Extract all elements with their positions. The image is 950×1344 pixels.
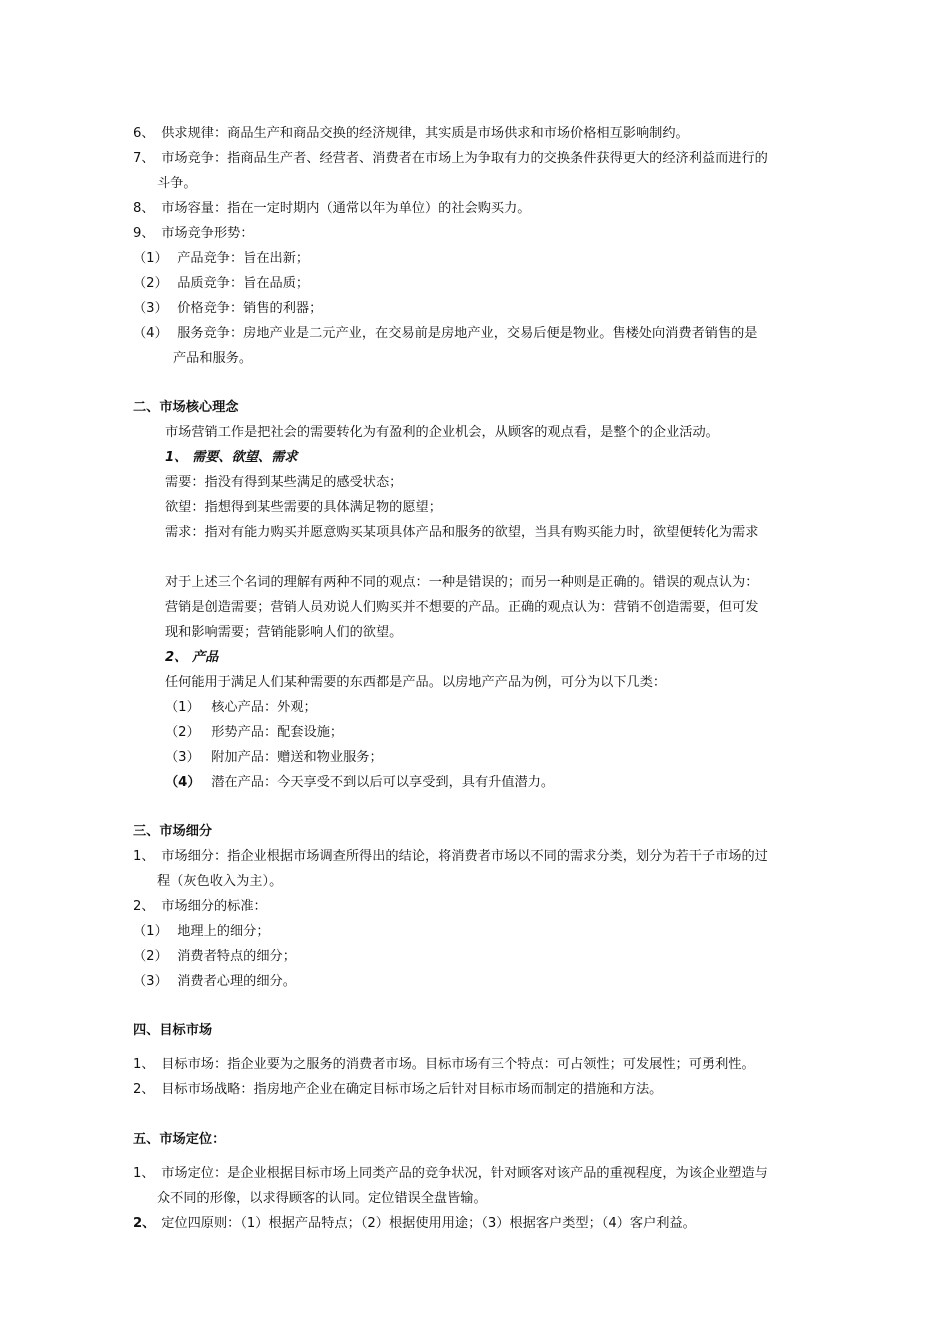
product-item [165, 699, 317, 717]
item-number: （1） [133, 251, 168, 266]
item-number: （2） [133, 949, 168, 964]
item-text: 市场细分：指企业根据市场调查所得出的结论，将消费者市场以不同的需求分类，划分为若干子市场的过 [161, 849, 768, 864]
definition-want: 欲望：指想得到某些需要的具体满足物的愿望； [165, 500, 442, 515]
item-continuation: 斗争。 [157, 176, 197, 191]
sub-list-item [133, 325, 757, 343]
item-number: 8、 [133, 201, 155, 216]
item-text: 核心产品：外观； [211, 700, 317, 715]
paragraph: 营销是创造需要；营销人员劝说人们购买并不想要的产品。正确的观点认为：营销不创造需要，但可发 [165, 600, 759, 615]
sub-heading: 2、 产品 [165, 650, 219, 665]
item-text: 目标市场战略：指房地产企业在确定目标市场之后针对目标市场而制定的措施和方法。 [161, 1082, 663, 1097]
item-number: 1、 [133, 849, 155, 864]
item-number: （4） [133, 326, 168, 341]
sub-list-item [133, 300, 322, 318]
item-text: 潜在产品：今天享受不到以后可以享受到，具有升值潜力。 [211, 775, 555, 790]
list-item [133, 898, 267, 916]
item-number: 2、 [133, 899, 155, 914]
item-text: 价格竞争：销售的利器； [177, 301, 323, 316]
item-number: （2） [165, 725, 200, 740]
definition-demand: 需求：指对有能力购买并愿意购买某项具体产品和服务的欲望，当具有购买能力时，欲望便转化为需求 [165, 525, 759, 540]
item-text: 供求规律：商品生产和商品交换的经济规律，其实质是市场供求和市场价格相互影响制约。 [161, 126, 689, 141]
definition-need: 需要：指没有得到某些满足的感受状态； [165, 475, 403, 490]
list-item [133, 848, 768, 866]
item-text: 服务竞争：房地产业是二元产业，在交易前是房地产业，交易后便是物业。售楼处向消费者销售的是 [177, 326, 758, 341]
product-item [165, 774, 554, 792]
item-text: 产品竞争：旨在出新； [177, 251, 310, 266]
item-continuation: 程（灰色收入为主）。 [157, 874, 283, 889]
section-heading: 二、市场核心理念 [133, 400, 239, 415]
list-item [133, 200, 530, 218]
item-text: 地理上的细分； [177, 924, 270, 939]
item-continuation: 众不同的形像，以求得顾客的认同。定位错误全盘皆输。 [157, 1191, 487, 1206]
list-item [133, 1081, 662, 1099]
list-item [133, 125, 689, 143]
paragraph: 现和影响需要；营销能影响人们的欲望。 [165, 625, 403, 640]
list-item [133, 1165, 768, 1183]
list-item [133, 150, 768, 168]
sub-list-item [133, 948, 296, 966]
product-item [165, 724, 343, 742]
item-text: 目标市场：指企业要为之服务的消费者市场。目标市场有三个特点：可占领性；可发展性；可勇利性。 [161, 1057, 755, 1072]
item-number: 1、 [133, 1166, 155, 1181]
item-number: （3） [165, 750, 200, 765]
item-text: 市场定位：是企业根据目标市场上同类产品的竞争状况，针对顾客对该产品的重视程度，为该企业塑造与 [161, 1166, 768, 1181]
item-number: 1、 [133, 1057, 155, 1072]
paragraph: 市场营销工作是把社会的需要转化为有盈利的企业机会，从顾客的观点看，是整个的企业活动。 [165, 425, 719, 440]
item-text: 形势产品：配套设施； [211, 725, 344, 740]
item-number: （2） [133, 276, 168, 291]
item-number: （4） [165, 775, 201, 790]
item-text: 定位四原则：（1）根据产品特点；（2）根据使用用途；（3）根据客户类型；（4）客户利益。 [161, 1216, 696, 1231]
item-number: （1） [133, 924, 168, 939]
section-heading: 五、市场定位： [133, 1132, 226, 1147]
sub-list-item [133, 923, 270, 941]
item-text: 市场细分的标准： [161, 899, 267, 914]
sub-list-item [133, 250, 309, 268]
product-item [165, 749, 383, 767]
section-heading: 三、市场细分 [133, 824, 213, 839]
item-number: 6、 [133, 126, 155, 141]
sub-list-item [133, 973, 296, 991]
sub-list-item [133, 275, 309, 293]
item-number: 7、 [133, 151, 155, 166]
item-text: 消费者特点的细分； [177, 949, 296, 964]
section-heading: 四、目标市场 [133, 1023, 213, 1038]
item-text: 附加产品：赠送和物业服务； [211, 750, 383, 765]
sub-heading: 1、 需要、欲望、需求 [165, 450, 298, 465]
item-text: 品质竞争：旨在品质； [177, 276, 310, 291]
item-number: 9、 [133, 226, 155, 241]
item-number: （3） [133, 301, 168, 316]
item-number: （1） [165, 700, 200, 715]
list-item [133, 225, 254, 243]
item-text: 市场竞争：指商品生产者、经营者、消费者在市场上为争取有力的交换条件获得更大的经济利益而进行的 [161, 151, 768, 166]
paragraph: 任何能用于满足人们某种需要的东西都是产品。以房地产产品为例，可分为以下几类： [165, 675, 667, 690]
paragraph: 对于上述三个名词的理解有两种不同的观点：一种是错误的；而另一种则是正确的。错误的观点认为： [165, 575, 759, 590]
item-text: 市场容量：指在一定时期内（通常以年为单位）的社会购买力。 [161, 201, 531, 216]
item-continuation: 产品和服务。 [173, 351, 253, 366]
item-number: （3） [133, 974, 168, 989]
list-item [133, 1056, 755, 1074]
item-number: 2、 [133, 1082, 155, 1097]
item-text: 消费者心理的细分。 [177, 974, 296, 989]
item-text: 市场竞争形势： [161, 226, 254, 241]
list-item [133, 1215, 696, 1233]
item-number: 2、 [133, 1216, 156, 1231]
